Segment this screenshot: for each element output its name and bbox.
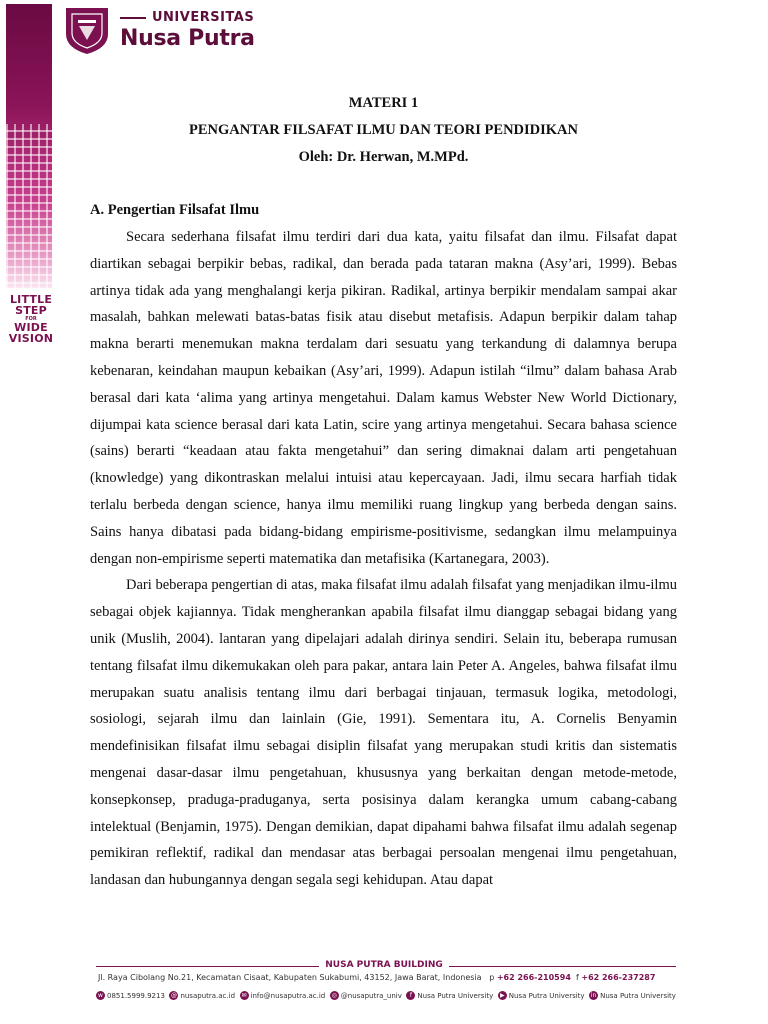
- document-title: MATERI 1: [348, 95, 419, 111]
- fax-label: f: [575, 973, 579, 982]
- youtube-icon: ▶: [498, 991, 507, 1000]
- whatsapp-icon: w: [96, 991, 105, 1000]
- logo-text-top: UNIVERSITAS: [120, 10, 254, 25]
- document-author: Oleh: Dr. Herwan, M.MPd.: [298, 149, 469, 165]
- social-linkedin[interactable]: in Nusa Putra University: [590, 991, 676, 1000]
- social-instagram[interactable]: ◎ @nusaputra_univ: [331, 991, 402, 1000]
- phone-label: p: [489, 973, 495, 982]
- section-heading: A. Pengertian Filsafat Ilmu: [90, 202, 260, 218]
- document-subtitle: PENGANTAR FILSAFAT ILMU DAN TEORI PENDIDIKAN: [189, 122, 578, 138]
- footer-address: Jl. Raya Cibolang No.21, Kecamatan Cisaat, Kabupaten Sukabumi, 43152, Jawa Barat, Indonesia p +62 266-210594 f +62 266-237287: [98, 973, 656, 982]
- slogan: [8, 294, 54, 344]
- slogan-word: VISION: [8, 332, 54, 345]
- footer-social-links: [96, 991, 676, 1000]
- social-youtube[interactable]: ▶ Nusa Putra University: [498, 991, 585, 1000]
- social-facebook[interactable]: f Nusa Putra University: [406, 991, 493, 1000]
- university-logo: [62, 4, 262, 56]
- footer-building: NUSA PUTRA BUILDING: [0, 960, 768, 970]
- social-whatsapp[interactable]: w 0851.5999.9213: [96, 991, 165, 1000]
- social-web[interactable]: @ nusaputra.ac.id: [170, 991, 236, 1000]
- slogan-word: LITTLE: [9, 293, 53, 306]
- paragraph: Secara sederhana filsafat ilmu terdiri dari dua kata, yaitu filsafat dan ilmu. Filsafat dapat diartikan sebagai berpikir bebas, radikal, dan berada pada tataran makna (Asy’ari, 1999). Bebas artinya tidak ada yang menghalangi kerja pikiran. Radikal, artinya berpikir mendalam sampai akar masalah, bahkan melewati batas-batas fisik atau disebut metafisis. Adapun berpikir dalam tahap makna berarti menemukan makna terdalam dari sesuatu yang terkandung di dalamnya berupa kebenaran, keindahan maupun kebaikan (Asy’ari, 1999). Adapun istilah “ilmu” dalam bahasa Arab berasal dari kata ‘alima yang artinya mengetahui. Dalam kamus Webster New World Dictionary, dijumpai kata science berasal dari kata Latin, scire yang artinya mengetahui. Secara bahasa science (sains) berarti “keadaan atau fakta mengetahui” dan sering dimaknai dalam arti pengetahuan (knowledge) yang dikontraskan melalui intuisi atau kepercayaan. Jadi, ilmu secara harfiah tidak terlalu berbeda dengan science, hanya ilmu memiliki ruang lingkup yang berbeda dengan sains. Sains hanya dibatasi pada bidang-bidang empirisme-positivisme, sedangkan ilmu melampuinya dengan non-empirisme seperti matematika dan metafisika (Kartanegara, 2003).: [90, 229, 677, 567]
- side-decoration-band: [6, 4, 52, 288]
- linkedin-icon: in: [590, 992, 597, 999]
- mosaic-pattern: [6, 124, 52, 288]
- paragraph: Dari beberapa pengertian di atas, maka filsafat ilmu adalah filsafat yang menjadikan ilmu-ilmu sebagai objek kajiannya. Tidak mengherankan apabila filsafat ilmu dianggap sebagai bidang yang unik (Muslih, 2004). lantaran yang dipelajari adalah dirinya sendiri. Selain itu, beberapa rumusan tentang filsafat ilmu dikemukakan oleh para pakar, antara lain Peter A. Angeles, bahwa filsafat ilmu merupakan suatu analisis tentang ilmu dari berbagai tinjauan, termasuk logika, metodologi, sosiologi, sejarah ilmu dan lainlain (Gie, 1991). Sementara itu, A. Cornelis Benyamin mendefinisikan filsafat ilmu sebagai disiplin filsafat yang merupakan studi kritis dan sistematis mengenai dasar-dasar ilmu pengetahuan, khususnya yang berkaitan dengan metode-metode, konsepkonsep, praduga-praduganya, serta posisinya dalam kerangka umum cabang-cabang intelektual (Benjamin, 1975). Dengan demikian, dapat dipahami bahwa filsafat ilmu adalah segenap pemikiran reflektif, radikal dan mendasar atas berbagai persoalan mengenai ilmu pengetahuan, landasan dan hubungannya dengan segala segi kehidupan. Atau dapat: [90, 577, 677, 889]
- facebook-icon: f: [406, 991, 415, 1000]
- web-icon: @: [170, 992, 177, 999]
- crest-icon: [62, 4, 112, 56]
- fax-number: +62 266-237287: [581, 973, 656, 982]
- email-icon: ✉: [241, 992, 247, 999]
- slogan-word: WIDE: [14, 321, 48, 334]
- slogan-word: FOR: [25, 316, 37, 322]
- slogan-word: STEP: [15, 304, 47, 317]
- logo-text-bottom: Nusa Putra: [120, 26, 255, 51]
- phone-number: +62 266-210594: [496, 973, 571, 982]
- instagram-icon: ◎: [331, 992, 337, 999]
- social-email[interactable]: ✉ info@nusaputra.ac.id: [241, 991, 326, 1000]
- document-body: [90, 90, 677, 894]
